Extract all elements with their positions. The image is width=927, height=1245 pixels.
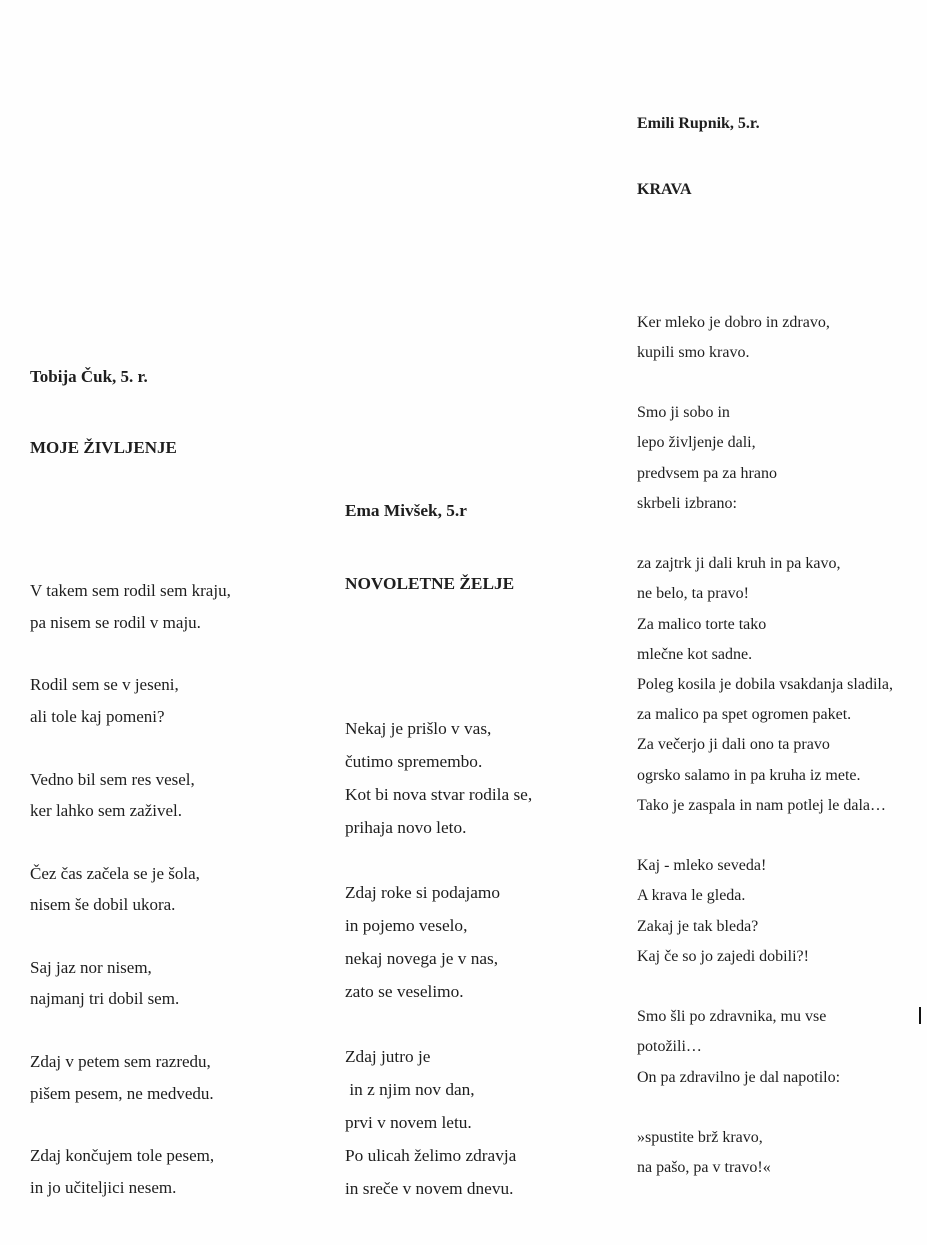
poem-line: Smo ji sobo in	[637, 404, 730, 422]
poem-line: najmanj tri dobil sem.	[30, 989, 180, 1009]
poem-line: prvi v novem letu.	[345, 1112, 472, 1132]
poem-line: Zakaj je tak bleda?	[637, 917, 759, 935]
poem-line: Kaj - mleko seveda!	[637, 857, 767, 875]
poem-line: za malico pa spet ogromen paket.	[637, 706, 852, 724]
poem-body	[30, 575, 330, 1203]
poem-title: KRAVA	[637, 181, 692, 199]
poem-line: Za večerjo ji dali ono ta pravo	[637, 736, 830, 754]
poem-line: nisem še dobil ukora.	[30, 895, 176, 915]
stanza	[637, 1002, 927, 1093]
poem-line: predvsem pa za hrano	[637, 464, 777, 482]
poem-line: Kot bi nova stvar rodila se,	[345, 784, 533, 804]
stanza	[30, 669, 330, 732]
poem-line: Smo šli po zdravnika, mu vse	[637, 1008, 827, 1026]
stanza	[30, 575, 330, 638]
poem-line: in pojemo veselo,	[345, 916, 468, 936]
poem-column-middle	[345, 415, 630, 1245]
stanza	[345, 713, 630, 844]
stanza	[345, 1041, 630, 1205]
poem-line: Vedno bil sem res vesel,	[30, 769, 195, 789]
poem-line: Zdaj končujem tole pesem,	[30, 1146, 215, 1166]
poem-line: V takem sem rodil sem kraju,	[30, 581, 231, 601]
poem-line: »spustite brž kravo,	[637, 1129, 763, 1146]
poem-line: lepo življenje dali,	[637, 434, 756, 452]
poem-author: Ema Mivšek, 5.r	[345, 501, 467, 520]
poem-line: in z njim nov dan,	[345, 1080, 475, 1100]
poem-column-left	[30, 281, 330, 1243]
poem-line: in sreče v novem dnevu.	[345, 1178, 514, 1198]
poem-title: MOJE ŽIVLJENJE	[30, 438, 177, 458]
poem-line: pa nisem se rodil v maju.	[30, 612, 201, 632]
poem-line: Rodil sem se v jeseni,	[30, 675, 179, 695]
stanza	[30, 764, 330, 827]
poem-author: Emili Rupnik, 5.r.	[637, 115, 760, 132]
poem-title: NOVOLETNE ŽELJE	[345, 573, 515, 593]
poem-line: skrbeli izbrano:	[637, 494, 737, 512]
poem-line: nekaj novega je v nas,	[345, 948, 499, 968]
poem-line: Čez čas začela se je šola,	[30, 863, 200, 883]
poem-header	[345, 455, 630, 641]
poem-body	[345, 713, 630, 1205]
poem-line: pišem pesem, ne medvedu.	[30, 1083, 214, 1103]
poem-line: Po ulicah želimo zdravja	[345, 1145, 517, 1165]
stanza	[30, 1046, 330, 1109]
stanza	[30, 1140, 330, 1203]
stanza	[30, 858, 330, 921]
poem-line: ogrsko salamo in pa kruha iz mete.	[637, 766, 861, 784]
poem-line: On pa zdravilno je dal napotilo:	[637, 1068, 841, 1086]
text-caret	[919, 1007, 921, 1024]
poem-line: Tako je zaspala in nam potlej le dala…	[637, 796, 887, 814]
stanza	[637, 1123, 927, 1183]
poem-line: A krava le gleda.	[637, 887, 746, 905]
stanza	[637, 851, 927, 972]
poem-line: kupili smo kravo.	[637, 343, 750, 361]
poem-line: prihaja novo leto.	[345, 817, 467, 837]
stanza	[637, 308, 927, 368]
poem-line: ker lahko sem zaživel.	[30, 801, 182, 821]
poem-line: potožili…	[637, 1038, 702, 1056]
poem-line: čutimo spremembo.	[345, 752, 483, 772]
stanza	[345, 877, 630, 1008]
poem-line: Ker mleko je dobro in zdravo,	[637, 313, 830, 331]
poem-line: Zdaj jutro je	[345, 1047, 431, 1067]
poem-header	[30, 321, 330, 504]
poem-header	[637, 73, 927, 241]
poem-line: Poleg kosila je dobila vsakdanja sladila,	[637, 676, 893, 693]
poem-line: Nekaj je prišlo v vas,	[345, 719, 492, 739]
poem-line: mlečne kot sadne.	[637, 645, 753, 663]
poem-column-right	[637, 37, 927, 1219]
poem-line: na pašo, pa v travo!«	[637, 1159, 771, 1177]
poem-line: zato se veselimo.	[345, 981, 464, 1001]
poem-line: Saj jaz nor nisem,	[30, 958, 152, 978]
poem-line: ali tole kaj pomeni?	[30, 706, 165, 726]
poem-line: Zdaj roke si podajamo	[345, 883, 501, 903]
poem-line: in jo učiteljici nesem.	[30, 1177, 177, 1197]
stanza	[637, 398, 927, 519]
poem-line: Za malico torte tako	[637, 615, 767, 633]
poem-line: Zdaj v petem sem razredu,	[30, 1052, 211, 1072]
stanza	[30, 952, 330, 1015]
stanza	[637, 549, 927, 821]
poem-line: ne belo, ta pravo!	[637, 585, 749, 603]
poem-line: za zajtrk ji dali kruh in pa kavo,	[637, 555, 841, 573]
poem-body	[637, 308, 927, 1184]
poem-author: Tobija Čuk, 5. r.	[30, 367, 148, 386]
poem-line: Kaj če so jo zajedi dobili?!	[637, 947, 809, 965]
